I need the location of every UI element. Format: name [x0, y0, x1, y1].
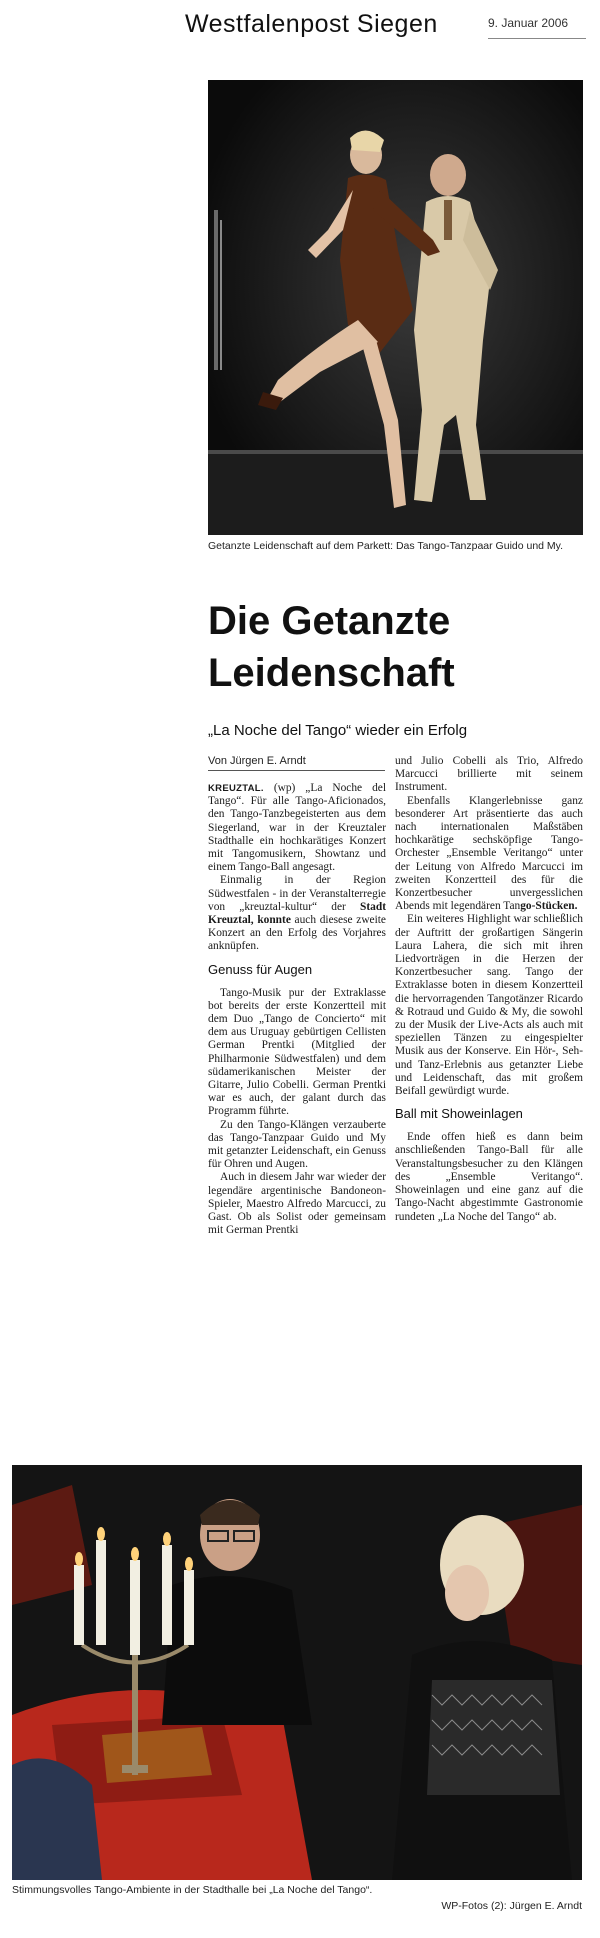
- issue-date: 9. Januar 2006: [488, 16, 569, 30]
- paragraph-region-text-a: Einmalig in der Region Südwestfalen - in der Veranstalterregie von „kreuztal-kultur“ der: [208, 874, 386, 913]
- paragraph-ball: Ende offen hieß es dann beim anschließenden Tango-Ball für alle Veranstaltungsbesucher zu den Klängen des „Ensemble Veritango“. Showeinlagen und eine ganz auf die Tango-Nacht abgestimmte Gastronomie rundeten „La Noche del Tango“ ab.: [395, 1131, 583, 1223]
- subheading-genuss: Genuss für Augen: [208, 961, 313, 977]
- date-rule: [488, 38, 586, 39]
- paragraph-trio: und Julio Cobelli als Trio, Alfredo Marcucci brillierte mit seinem Instrument.: [395, 755, 583, 794]
- paragraph-intro: [208, 782, 386, 874]
- top-photo-caption: Getanzte Leidenschaft auf dem Parkett: Das Tango-Tanzpaar Guido und My.: [208, 540, 564, 552]
- paragraph-orchestra-bold: go-Stücken.: [520, 900, 578, 913]
- paragraph-region: [208, 874, 386, 953]
- paragraph-region-bold: Stadt Kreuztal, konnte: [208, 900, 386, 927]
- tango-dancers-photo: [208, 80, 583, 535]
- headline-line-1: Die Getanzte: [208, 599, 451, 643]
- subheading-ball: Ball mit Showeinlagen: [395, 1106, 523, 1122]
- byline-rule: [208, 770, 385, 771]
- article-subhead: „La Noche del Tango“ wieder ein Erfolg: [208, 722, 468, 739]
- paragraph-highlight: Ein weiteres Highlight war schließlich der Auftritt der großartigen Sängerin Laura Lahera, die sich mit ihren Liedvorträgen in die Herzen der Konzertbesucher sang. Tango der Extraklasse boten in diesem Konzertteil die hervorragenden Tangotänzer Ricardo & Rotraud und Guido & My, die sowohl zu der Musik der Live-Acts als auch mit speziellen Tänzen zu eingespielter Musik aus der Konserve. Ein Hör-, Seh- und Tanz-Erlebnis aus getanzter Liebe und Leidenschaft, das mit großem Beifall gewürdigt wurde.: [395, 913, 583, 1098]
- bottom-photo-caption: Stimmungsvolles Tango-Ambiente in der Stadthalle bei „La Noche del Tango“.: [12, 1884, 373, 1896]
- tango-ambiente-photo: [12, 1465, 582, 1880]
- headline-line-2: Leidenschaft: [208, 651, 455, 695]
- paragraph-concert-part-1: Tango-Musik pur der Extraklasse bot bereits der erste Konzertteil mit dem Duo „Tango de Concierto“ mit dem aus Uruguay gebürtigen Cellisten German Prentki (Mitglied der Philharmonie Südwestfalen) und dem südamerikanischen Meister der Gitarre, Julio Cobelli. German Prentki war es auch, der galant durch das Programm führte.: [208, 986, 386, 1118]
- article-headline: [208, 595, 588, 699]
- paragraph-bandoneon: Auch in diesem Jahr war wieder der legendäre argentinische Bandoneon-Spieler, Maestro Alfredo Marcucci, zu Gast. Ob als Solist oder gemeinsam mit German Prentki: [208, 1171, 386, 1237]
- paragraph-orchestra: [395, 795, 583, 914]
- masthead: Westfalenpost Siegen: [185, 10, 438, 38]
- article-column-2: [395, 755, 583, 1224]
- dateline: KREUZTAL.: [208, 783, 264, 794]
- article-column-1: [208, 782, 386, 1238]
- article-byline: Von Jürgen E. Arndt: [208, 755, 306, 767]
- paragraph-intro-text: (wp) „La Noche del Tango“. Für alle Tango-Aficionados, den Tango-Tanzbegeisterten aus dem Siegerland, war in der Kreuztaler Stadthalle ein hochkarätiges Konzert mit Tangomusikern, Showtanz und einem Tango-Ball angesagt.: [208, 782, 386, 874]
- photo-credit: WP-Fotos (2): Jürgen E. Arndt: [441, 1900, 582, 1912]
- paragraph-orchestra-text: Ebenfalls Klangerlebnisse ganz besonderer Art präsentierte das auch nach internationalen Maßstäben hochkarätige sechsköpfige Tango-Orchester „Ensemble Veritango“ unter der Leitung von Alfredo Marcucci im zweiten Konzertteil des für die Konzertbesucher unvergesslichen Abends mit legendären Tan: [395, 794, 583, 913]
- paragraph-region-text-b: auch diesese zweite Konzert an den Erfolg des Vorjahres anknüpfen.: [208, 914, 386, 953]
- paragraph-dance-couple: Zu den Tango-Klängen verzauberte das Tango-Tanzpaar Guido und My mit getanzter Leidenschaft, ein Genuss für Ohren und Augen.: [208, 1118, 386, 1171]
